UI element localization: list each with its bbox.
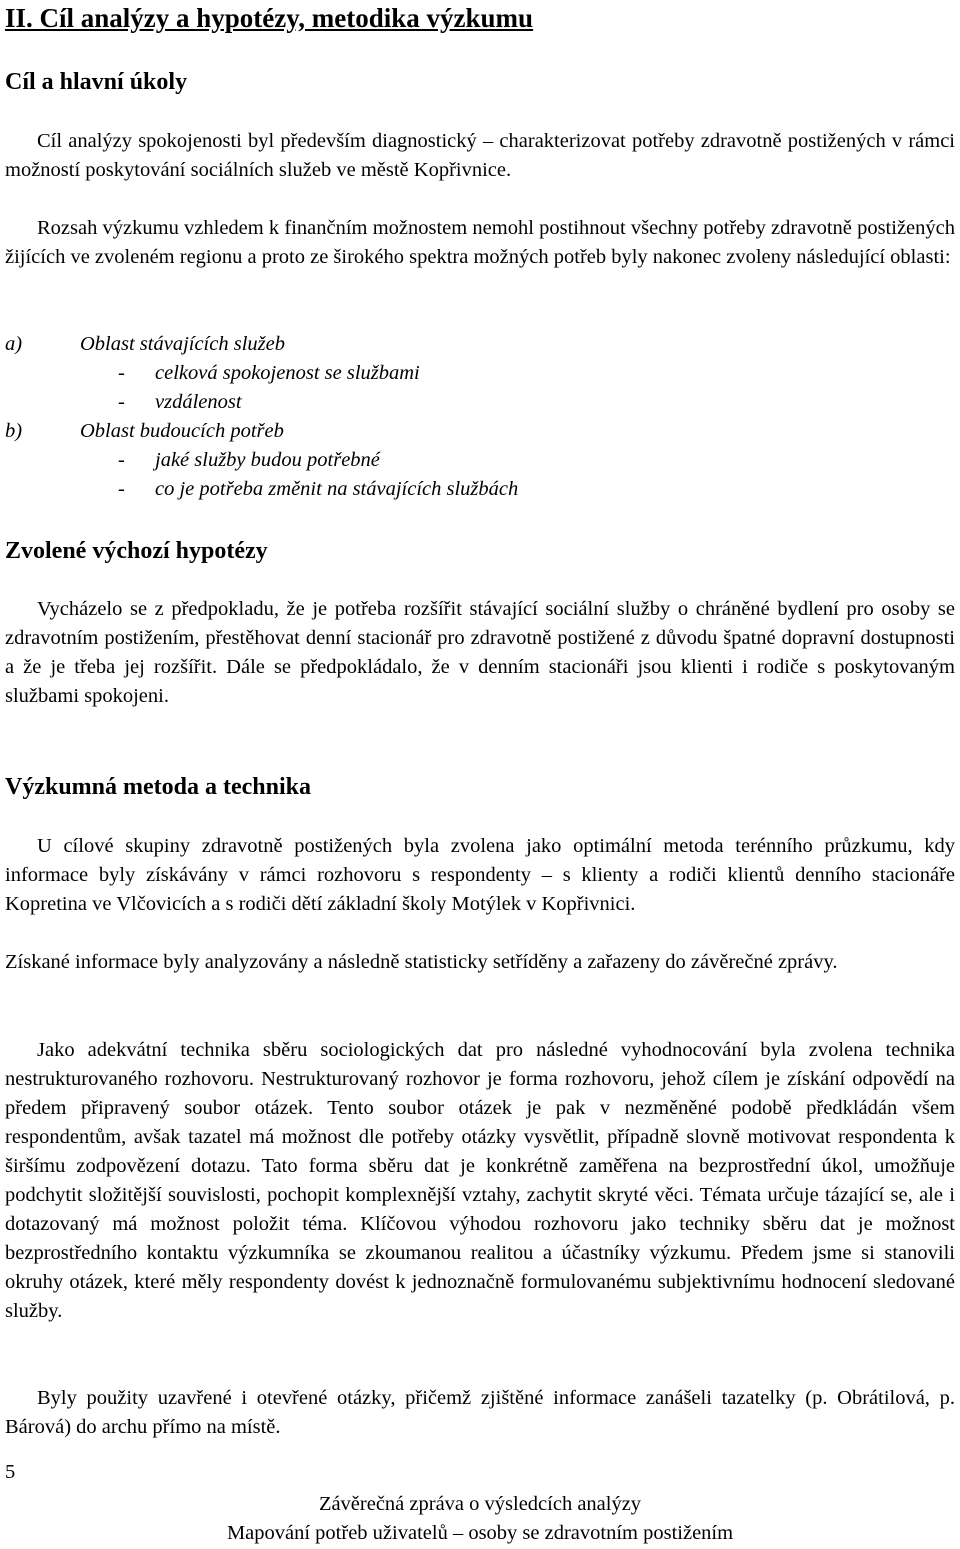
- method-paragraph-3: Jako adekvátní technika sběru sociologických dat pro následné vyhodnocování byla zvolena technika nestrukturovaného rozhovoru. Nestrukturovaný rozhovor je forma rozhovoru, jehož cílem je získání odpovědí na předem připravený soubor otázek. Tento soubor otázek je pak v nezměněné podobě předkládán všem respondentům, avšak tazatel má možnost dle potřeby otázky vysvětlit, případně slovně motivovat respondenta k širšímu zodpovězení dotazu. Tato forma sběru dat je konkrétně zaměřena na bezprostřední úkol, umožňuje podchytit složitější souvislosti, pochopit komplexnější vztahy, zachytit skryté věci. Témata určuje tázající se, ale i dotazovaný má možnost položit téma. Klíčovou výhodou rozhovoru jako techniky sběru dat je možnost bezprostředního kontaktu výzkumníka se zkoumanou realitou a účastníky výzkumu. Předem jsme si stanovili okruhy otázek, které měly respondenty dovést k jednoznačně formulovanému subjektivnímu hodnocení sledované služby.: [5, 1039, 955, 1322]
- goals-paragraph-2: Rozsah výzkumu vzhledem k finančním možnostem nemohl postihnout všechny potřeby zdravotně postižených žijících ve zvoleném regionu a proto ze širokého spektra možných potřeb byly nakonec zvoleny následující oblasti:: [5, 217, 955, 268]
- sub-list-item-label: celková spokojenost se službami: [155, 362, 420, 384]
- list-item-label: Oblast stávajících služeb: [80, 333, 285, 355]
- page-footer: [0, 1490, 960, 1548]
- list-marker: b): [5, 420, 23, 442]
- list-marker: a): [5, 333, 23, 355]
- section-title-goals: Cíl a hlavní úkoly: [5, 69, 188, 95]
- sub-list-item-label: co je potřeba změnit na stávajících službách: [155, 478, 519, 500]
- dash-marker: -: [118, 449, 125, 471]
- sub-list-item-label: vzdálenost: [155, 391, 242, 413]
- dash-marker: -: [118, 362, 125, 384]
- section-title-hypotheses: Zvolené výchozí hypotézy: [5, 538, 268, 564]
- method-paragraph-1: U cílové skupiny zdravotně postižených byla zvolena jako optimální metoda terénního průzkumu, kdy informace byly získávány v rámci rozhovoru s respondenty – s klienty a rodiči klientů denního stacionáře Kopretina ve Vlčovicích a s rodiči dětí základní školy Motýlek v Kopřivnici.: [5, 835, 955, 915]
- method-paragraph-2: Získané informace byly analyzovány a následně statisticky setříděny a zařazeny do závěrečné zprávy.: [5, 951, 838, 973]
- hypotheses-paragraph: Vycházelo se z předpokladu, že je potřeba rozšířit stávající sociální služby o chráněné bydlení pro osoby se zdravotním postižením, přestěhovat denní stacionář pro zdravotně postižené z důvodu špatné dopravní dostupnosti a že je třeba jej rozšířit. Dále se předpokládalo, že v denním stacionáři jsou klienti i rodiče s poskytovaným službami spokojeni.: [5, 598, 955, 707]
- goals-paragraph-1: Cíl analýzy spokojenosti byl především diagnostický – charakterizovat potřeby zdravotně postižených v rámci možností poskytování sociálních služeb ve městě Kopřivnice.: [5, 130, 955, 181]
- section-title-method: Výzkumná metoda a technika: [5, 774, 312, 800]
- sub-list-item-label: jaké služby budou potřebné: [155, 449, 380, 471]
- list-item-label: Oblast budoucích potřeb: [80, 420, 284, 442]
- dash-marker: -: [118, 478, 125, 500]
- footer-line-2: Mapování potřeb uživatelů – osoby se zdravotním postižením: [226, 1522, 734, 1544]
- dash-marker: -: [118, 391, 125, 413]
- page-number: 5: [5, 1461, 16, 1483]
- footer-line-1: Závěrečná zpráva o výsledcích analýzy: [318, 1493, 642, 1515]
- method-paragraph-4: Byly použity uzavřené i otevřené otázky, přičemž zjištěné informace zanášeli tazatelky (p. Obrátilová, p. Bárová) do archu přímo na místě.: [5, 1387, 955, 1438]
- chapter-heading: II. Cíl analýzy a hypotézy, metodika výzkumu: [5, 3, 534, 33]
